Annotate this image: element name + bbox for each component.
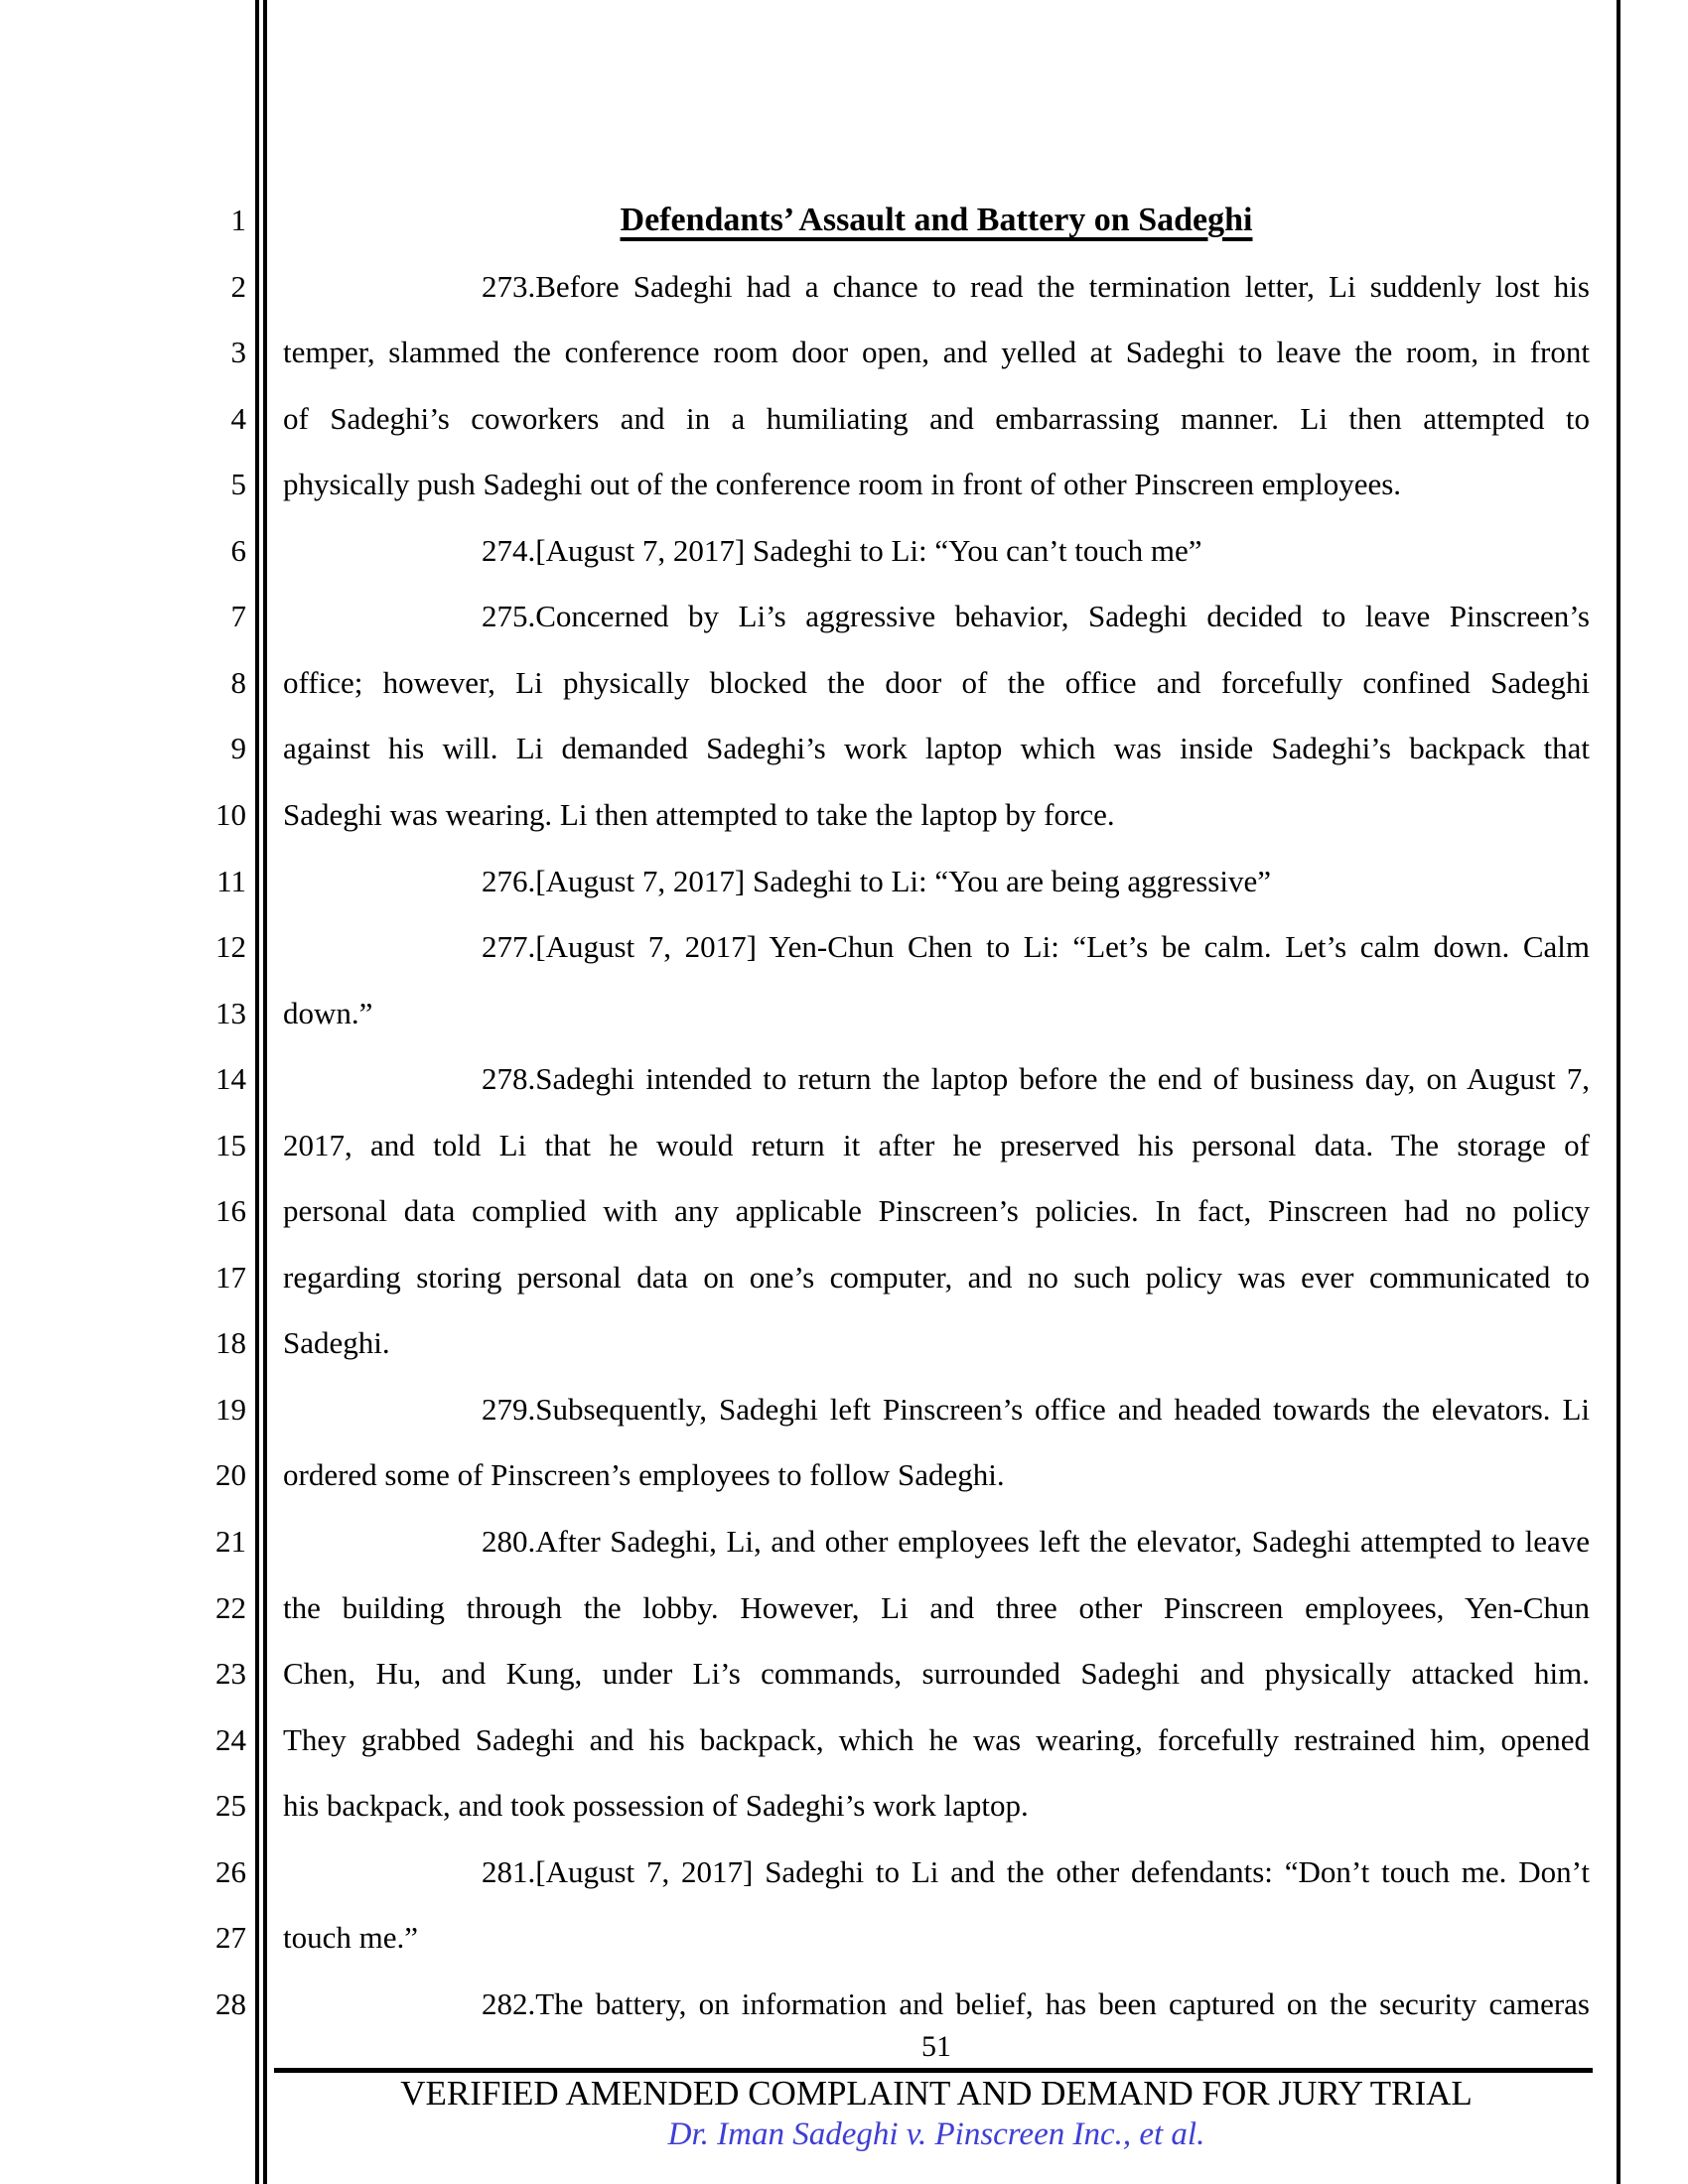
line-number: 3 — [230, 335, 246, 369]
line-text: 279.Subsequently, Sadeghi left Pinscreen’s office and headed towards the elevators. Li — [283, 1376, 1590, 1442]
line-text: 281.[August 7, 2017] Sadeghi to Li and the other defendants: “Don’t touch me. Don’t — [283, 1839, 1590, 1905]
paragraph-number: 275. — [482, 599, 536, 633]
document-line — [0, 1244, 1688, 1310]
line-text: down.” — [283, 996, 373, 1030]
paragraph-number: 281. — [482, 1854, 536, 1889]
document-line — [0, 980, 1688, 1046]
paragraph-number: 274. — [482, 533, 536, 568]
document-line — [0, 187, 1688, 253]
line-text: ordered some of Pinscreen’s employees to follow Sadeghi. — [283, 1457, 1005, 1492]
line-text: his backpack, and took possession of Sadeghi’s work laptop. — [283, 1788, 1029, 1823]
document-line — [0, 451, 1688, 517]
document-line — [0, 1045, 1688, 1112]
document-line — [0, 649, 1688, 716]
line-number: 23 — [215, 1656, 246, 1691]
line-text: physically push Sadeghi out of the conference room in front of other Pinscreen employees. — [283, 467, 1402, 501]
line-text: office; however, Li physically blocked the door of the office and forcefully confined Sadeghi — [283, 665, 1590, 700]
document-line — [0, 848, 1688, 914]
document-line — [0, 1441, 1688, 1508]
document-line — [0, 1508, 1688, 1574]
line-number: 2 — [230, 269, 246, 304]
document-line — [0, 583, 1688, 649]
line-number: 12 — [215, 929, 246, 964]
document-line — [0, 1772, 1688, 1839]
line-text: 273.Before Sadeghi had a chance to read the termination letter, Li suddenly lost his — [283, 253, 1590, 320]
line-number: 14 — [215, 1061, 246, 1096]
line-text: of Sadeghi’s coworkers and in a humiliating and embarrassing manner. Li then attempted to — [283, 401, 1590, 436]
line-text: Sadeghi was wearing. Li then attempted to take the laptop by force. — [283, 797, 1115, 832]
line-number: 28 — [215, 1986, 246, 2021]
footer-document-title: VERIFIED AMENDED COMPLAINT AND DEMAND FOR JURY TRIAL — [400, 2074, 1473, 2113]
paragraph-number: 278. — [482, 1061, 536, 1096]
line-number: 21 — [215, 1524, 246, 1559]
line-text: 276.[August 7, 2017] Sadeghi to Li: “You are being aggressive” — [283, 848, 1590, 914]
line-number: 24 — [215, 1722, 246, 1757]
line-text: 2017, and told Li that he would return it after he preserved his personal data. The storage of — [283, 1128, 1590, 1162]
paragraph-number: 277. — [482, 929, 536, 964]
footer-case: Dr. Iman Sadeghi v. Pinscreen Inc., et al. — [667, 2116, 1205, 2152]
line-number: 8 — [230, 665, 246, 700]
paragraph-number: 273. — [482, 269, 536, 304]
line-number: 5 — [230, 467, 246, 501]
line-text: Sadeghi. — [283, 1325, 390, 1360]
line-number: 15 — [215, 1128, 246, 1162]
line-number: 4 — [230, 401, 246, 436]
page-number: 51 — [921, 2030, 951, 2063]
document-line — [0, 1376, 1688, 1442]
line-number: 22 — [215, 1590, 246, 1625]
line-text: 282.The battery, on information and belief, has been captured on the security cameras — [283, 1971, 1590, 2037]
paragraph-number: 280. — [482, 1524, 536, 1559]
document-line — [0, 1971, 1688, 2037]
document-line — [0, 1640, 1688, 1706]
line-text: against his will. Li demanded Sadeghi’s work laptop which was inside Sadeghi’s backpack that — [283, 731, 1590, 765]
line-number: 10 — [215, 797, 246, 832]
line-text: 277.[August 7, 2017] Yen-Chun Chen to Li: “Let’s be calm. Let’s calm down. Calm — [283, 913, 1590, 980]
document-line — [0, 319, 1688, 385]
line-text: Chen, Hu, and Kung, under Li’s commands, surrounded Sadeghi and physically attacked him. — [283, 1656, 1590, 1691]
line-text: 275.Concerned by Li’s aggressive behavior, Sadeghi decided to leave Pinscreen’s — [283, 583, 1590, 649]
document-line — [0, 253, 1688, 320]
line-number: 26 — [215, 1854, 246, 1889]
line-number: 11 — [216, 864, 246, 898]
line-number: 18 — [215, 1325, 246, 1360]
line-number: 9 — [230, 731, 246, 765]
line-number: 20 — [215, 1457, 246, 1492]
line-number: 25 — [215, 1788, 246, 1823]
document-line — [0, 715, 1688, 781]
paragraph-number: 276. — [482, 864, 536, 898]
line-text: regarding storing personal data on one’s computer, and no such policy was ever communicated to — [283, 1260, 1590, 1295]
line-number: 6 — [230, 533, 246, 568]
paragraph-number: 279. — [482, 1392, 536, 1427]
paragraph-number: 282. — [482, 1986, 536, 2021]
document-line — [0, 1839, 1688, 1905]
document-line — [0, 1309, 1688, 1376]
line-text: personal data complied with any applicable Pinscreen’s policies. In fact, Pinscreen had no policy — [283, 1193, 1590, 1228]
line-text: touch me.” — [283, 1920, 419, 1955]
line-text: 280.After Sadeghi, Li, and other employees left the elevator, Sadeghi attempted to leave — [283, 1508, 1590, 1574]
line-number: 7 — [230, 599, 246, 633]
document-line — [0, 1904, 1688, 1971]
line-number: 17 — [215, 1260, 246, 1295]
document-line — [0, 1574, 1688, 1641]
line-text: 274.[August 7, 2017] Sadeghi to Li: “You can’t touch me” — [283, 517, 1590, 584]
document-line — [0, 1706, 1688, 1773]
line-number: 1 — [230, 203, 246, 237]
line-text: 278.Sadeghi intended to return the laptop before the end of business day, on August 7, — [283, 1045, 1590, 1112]
document-line — [0, 385, 1688, 452]
line-number: 13 — [215, 996, 246, 1030]
document-line — [0, 1112, 1688, 1178]
line-text: They grabbed Sadeghi and his backpack, which he was wearing, forcefully restrained him, opened — [283, 1722, 1590, 1757]
document-line — [0, 781, 1688, 848]
document-line — [0, 517, 1688, 584]
line-number: 27 — [215, 1920, 246, 1955]
line-number: 16 — [215, 1193, 246, 1228]
line-text: the building through the lobby. However, Li and three other Pinscreen employees, Yen-Chun — [283, 1590, 1590, 1625]
section-heading: Defendants’ Assault and Battery on Sadeghi — [620, 202, 1253, 238]
document-line — [0, 1177, 1688, 1244]
line-text: temper, slammed the conference room door open, and yelled at Sadeghi to leave the room, in front — [283, 335, 1590, 369]
line-number: 19 — [215, 1392, 246, 1427]
document-line — [0, 913, 1688, 980]
